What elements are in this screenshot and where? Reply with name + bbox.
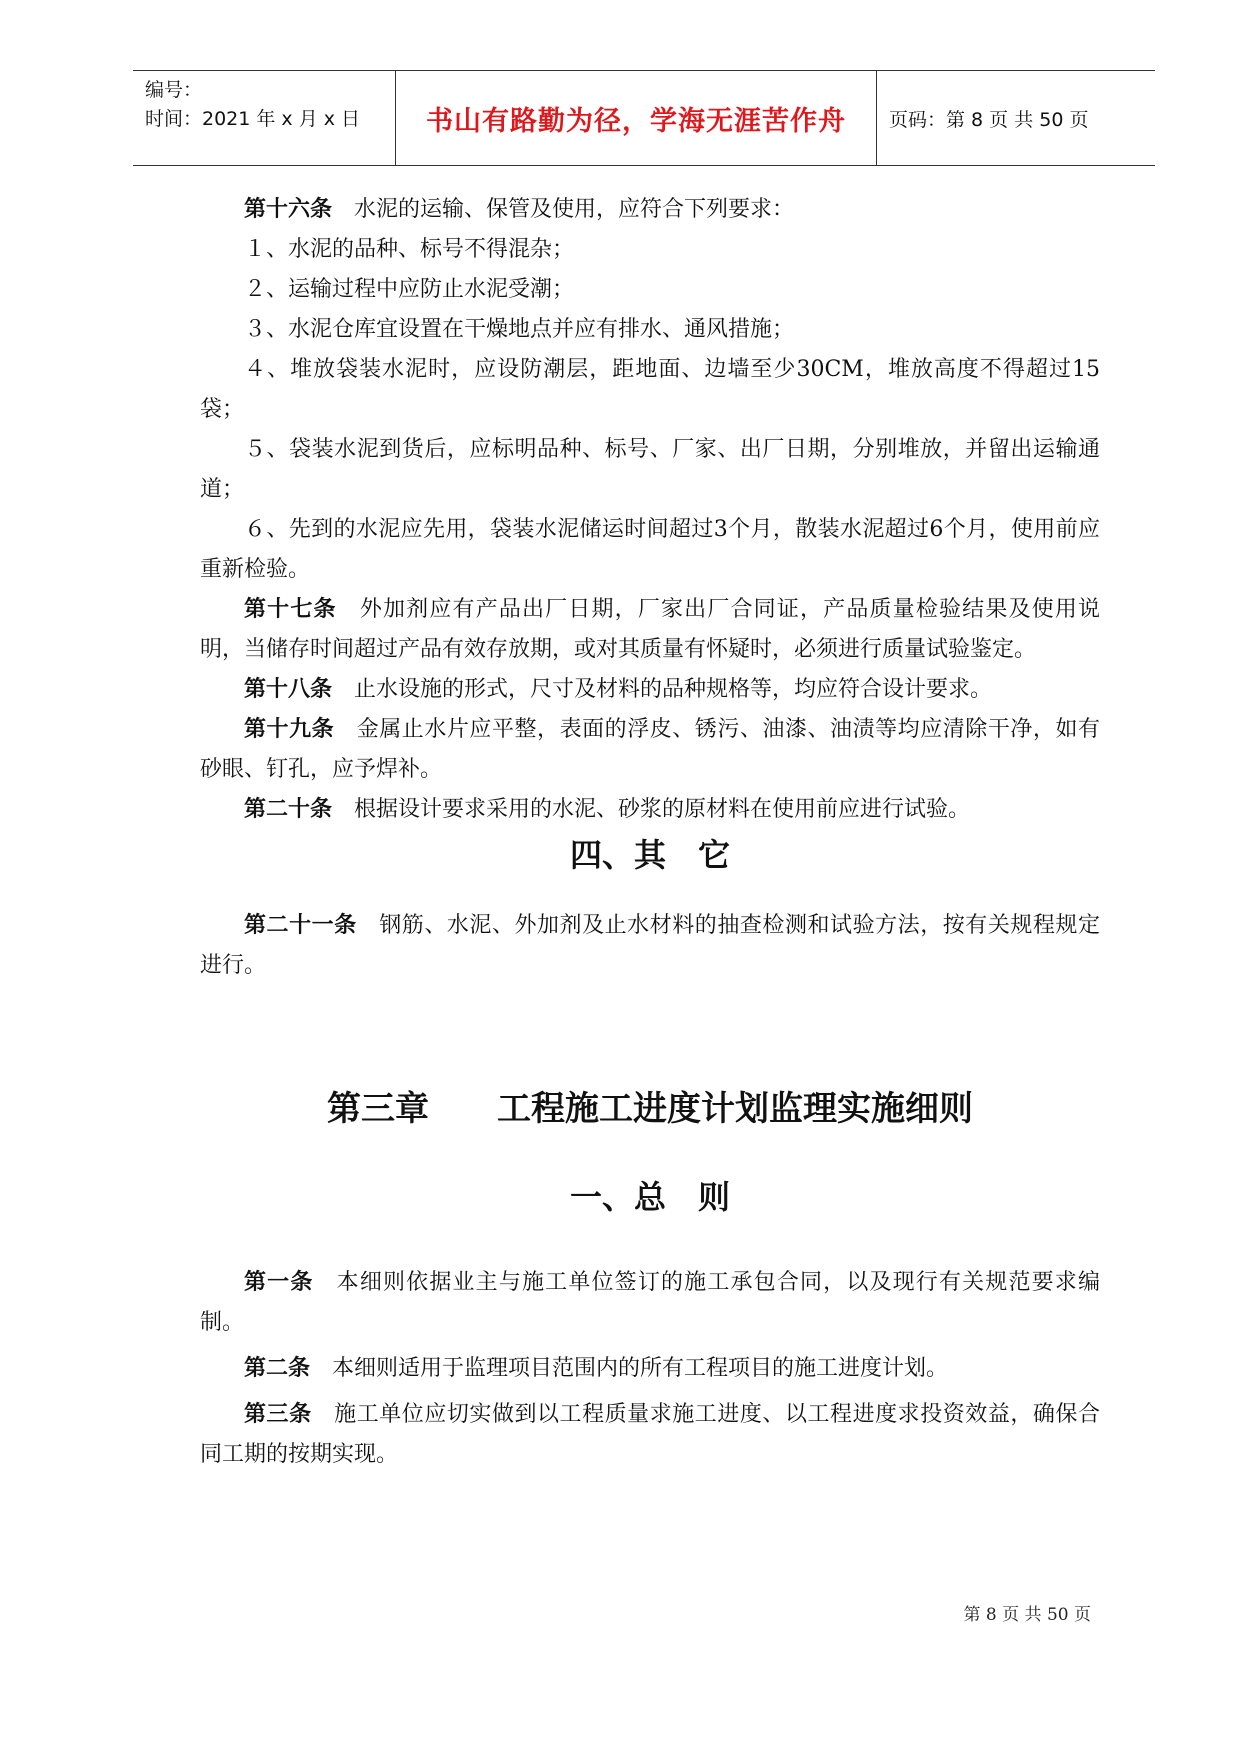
article-paragraph — [200, 1349, 1100, 1389]
paragraph-text: 施工单位应切实做到以工程质量求施工进度、以工程进度求投资效益，确保合同工期的按期实现。 — [200, 1402, 1100, 1467]
paragraph-text: 根据设计要求采用的水泥、砂浆的原材料在使用前应进行试验。 — [354, 797, 971, 822]
article-paragraph — [200, 710, 1100, 790]
paragraph-text: 水泥的运输、保管及使用，应符合下列要求： — [354, 197, 795, 222]
article-title: 第十七条 — [244, 597, 337, 622]
motto-text: 书山有路勤为径，学海无涯苦作舟 — [426, 105, 846, 137]
section-heading: 四、其 它 — [569, 836, 730, 874]
paragraph-text: ３、水泥仓库宜设置在干燥地点并应有排水、通风措施； — [244, 317, 795, 342]
paragraph-text: 外加剂应有产品出厂日期，厂家出厂合同证，产品质量检验结果及使用说明，当储存时间超过产品有效存放期，或对其质量有怀疑时，必须进行质量试验鉴定。 — [200, 597, 1100, 662]
article-title: 第一条 — [244, 1270, 314, 1295]
article-paragraph — [200, 906, 1100, 986]
paragraph-text: ５、袋装水泥到货后，应标明品种、标号、厂家、出厂日期，分别堆放，并留出运输通道； — [200, 437, 1100, 502]
paragraph-text: 本细则适用于监理项目范围内的所有工程项目的施工进度计划。 — [332, 1356, 949, 1381]
chapter-title: 第三章 工程施工进度计划监理实施细则 — [327, 1089, 973, 1129]
page-footer: 第 8 页 共 50 页 — [963, 1605, 1091, 1625]
paragraph-text: 金属止水片应平整，表面的浮皮、锈污、油漆、油渍等均应清除干净，如有砂眼、钉孔，应予焊补。 — [200, 717, 1100, 782]
article-title: 第二条 — [244, 1356, 311, 1381]
article-title: 第二十条 — [244, 797, 333, 822]
list-item — [200, 270, 1100, 310]
article-paragraph — [200, 190, 1100, 230]
paragraph-text: １、水泥的品种、标号不得混杂； — [244, 237, 575, 262]
paragraph-text: ２、运输过程中应防止水泥受潮； — [244, 277, 575, 302]
article-title: 第二十一条 — [244, 913, 357, 938]
article-title: 第十六条 — [244, 197, 333, 222]
list-item — [200, 510, 1100, 590]
document-number-label: 编号： — [145, 79, 203, 101]
paragraph-text: 本细则依据业主与施工单位签订的施工承包合同，以及现行有关规范要求编制。 — [200, 1270, 1100, 1335]
article-title: 第十九条 — [244, 717, 335, 742]
article-paragraph — [200, 1263, 1100, 1343]
header-meta — [133, 71, 396, 165]
page-header — [133, 70, 1155, 166]
article-paragraph — [200, 790, 1100, 830]
article-paragraph — [200, 1395, 1100, 1475]
header-page-info: 页码：第 8 页 共 50 页 — [889, 108, 1089, 131]
list-item — [200, 310, 1100, 350]
paragraph-text: 止水设施的形式，尺寸及材料的品种规格等，均应符合设计要求。 — [354, 677, 993, 702]
article-title: 第三条 — [244, 1402, 312, 1427]
article-paragraph — [200, 590, 1100, 670]
paragraph-text: 钢筋、水泥、外加剂及止水材料的抽查检测和试验方法，按有关规程规定进行。 — [200, 913, 1100, 978]
article-title: 第十八条 — [244, 677, 333, 702]
document-body — [200, 190, 1100, 1475]
list-item — [200, 350, 1100, 430]
header-motto — [396, 71, 877, 165]
paragraph-text: ４、堆放袋装水泥时，应设防潮层，距地面、边墙至少30CM，堆放高度不得超过15袋； — [200, 357, 1100, 422]
article-paragraph — [200, 670, 1100, 710]
list-item — [200, 430, 1100, 510]
paragraph-text: ６、先到的水泥应先用，袋装水泥储运时间超过3个月，散装水泥超过6个月，使用前应重新检验。 — [200, 517, 1100, 582]
document-time-label: 时间：2021 年 x 月 x 日 — [145, 108, 361, 130]
section-heading: 一、总 则 — [569, 1178, 730, 1216]
list-item — [200, 230, 1100, 270]
